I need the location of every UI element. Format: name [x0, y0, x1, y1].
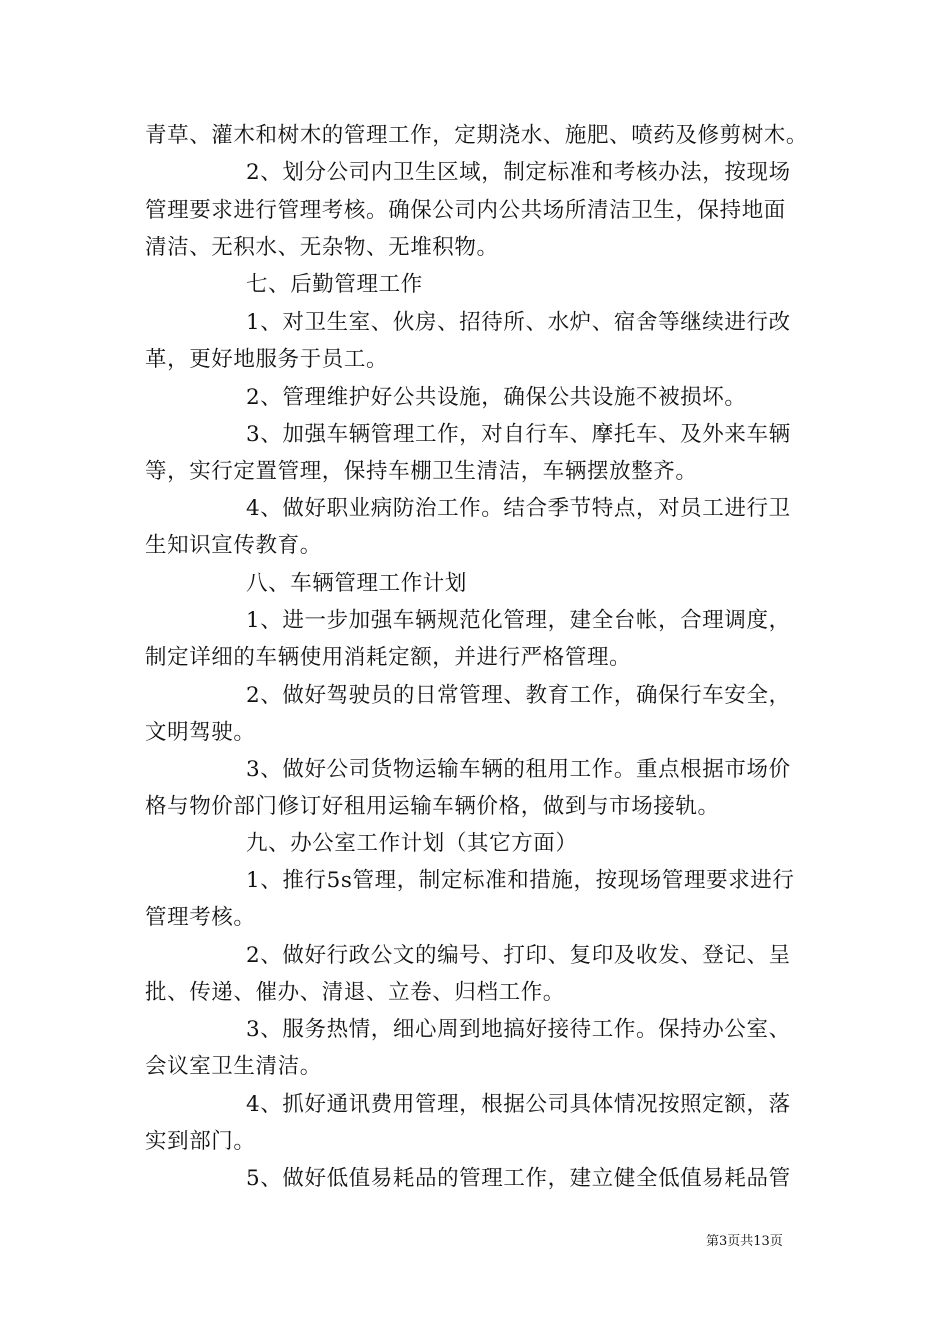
text-line: 生知识宣传教育。 [145, 533, 322, 558]
text-line: 制定详细的车辆使用消耗定额，并进行严格管理。 [145, 645, 632, 670]
text-line: 青草、灌木和树木的管理工作，定期浇水、施肥、喷药及修剪树木。 [145, 123, 809, 148]
page-number-footer: 第3页共13页 [706, 1234, 783, 1249]
text-line: 4、抓好通讯费用管理，根据公司具体情况按照定额，落 [246, 1092, 791, 1117]
text-line: 2、划分公司内卫生区域，制定标准和考核办法，按现场 [246, 160, 791, 185]
text-line: 5、做好低值易耗品的管理工作，建立健全低值易耗品管 [246, 1166, 791, 1191]
text-line: 文明驾驶。 [145, 720, 256, 745]
section-heading: 八、车辆管理工作计划 [246, 571, 468, 596]
text-line: 清洁、无积水、无杂物、无堆积物。 [145, 235, 499, 260]
text-line: 2、管理维护好公共设施，确保公共设施不被损坏。 [246, 385, 747, 410]
text-line: 革，更好地服务于员工。 [145, 347, 389, 372]
text-line: 2、做好行政公文的编号、打印、复印及收发、登记、呈 [246, 943, 791, 968]
text-line: 1、进一步加强车辆规范化管理，建全台帐，合理调度， [246, 608, 791, 633]
text-line: 1、推行5s管理，制定标准和措施，按现场管理要求进行 [246, 868, 795, 893]
text-line: 管理考核。 [145, 905, 256, 930]
section-heading: 七、后勤管理工作 [246, 272, 423, 297]
text-line: 4、做好职业病防治工作。结合季节特点，对员工进行卫 [246, 496, 791, 521]
text-line: 会议室卫生清洁。 [145, 1054, 322, 1079]
text-line: 2、做好驾驶员的日常管理、教育工作，确保行车安全， [246, 683, 791, 708]
text-line: 等，实行定置管理，保持车棚卫生清洁，车辆摆放整齐。 [145, 459, 698, 484]
text-line: 管理要求进行管理考核。确保公司内公共场所清洁卫生，保持地面 [145, 198, 786, 223]
text-line: 批、传递、催办、清退、立卷、归档工作。 [145, 980, 565, 1005]
text-line: 实到部门。 [145, 1129, 256, 1154]
section-heading: 九、办公室工作计划（其它方面） [246, 831, 578, 856]
text-line: 格与物价部门修订好租用运输车辆价格，做到与市场接轨。 [145, 794, 720, 819]
text-line: 1、对卫生室、伙房、招待所、水炉、宿舍等继续进行改 [246, 310, 791, 335]
text-line: 3、服务热情，细心周到地搞好接待工作。保持办公室、 [246, 1017, 791, 1042]
text-line: 3、加强车辆管理工作，对自行车、摩托车、及外来车辆 [246, 422, 791, 447]
text-line: 3、做好公司货物运输车辆的租用工作。重点根据市场价 [246, 757, 791, 782]
